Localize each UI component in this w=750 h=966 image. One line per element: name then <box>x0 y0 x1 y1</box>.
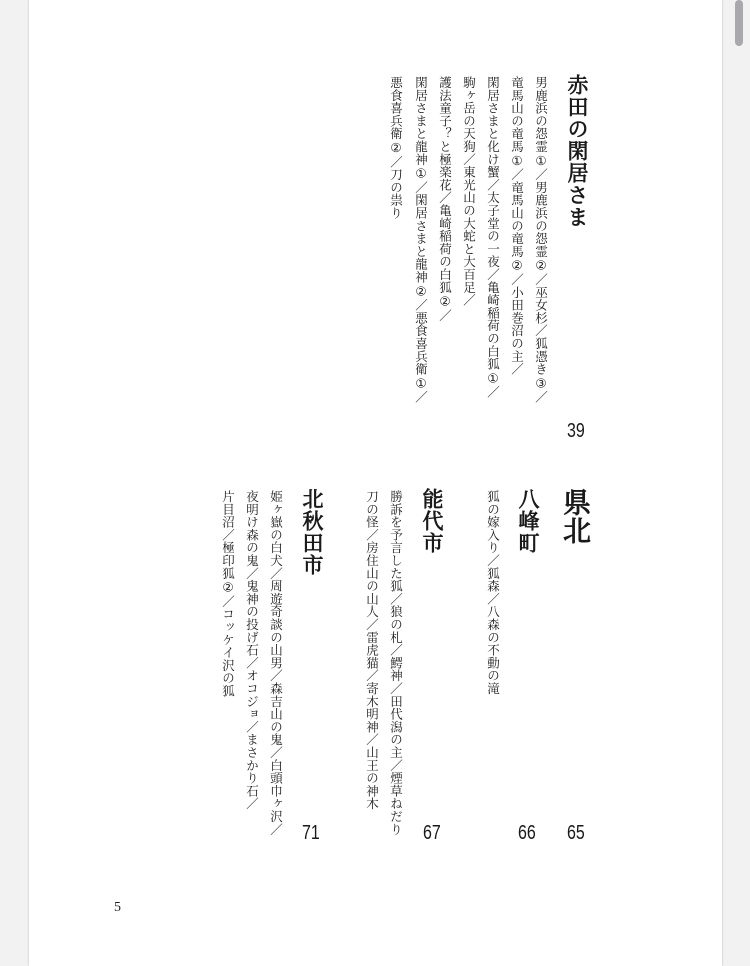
page-number: 5 <box>114 900 121 915</box>
section-title-akata: 赤田の閑居さま <box>565 74 589 228</box>
page-ref-kenpoku: 65 <box>567 822 585 844</box>
document-page <box>29 0 722 966</box>
toc-line: 駒ヶ岳の天狗／東光山の大蛇と大百足／ <box>461 76 477 307</box>
page-ref-akata: 39 <box>567 420 585 442</box>
toc-line: 閑居さまと化け蟹／太子堂の一夜／亀崎稲荷の白狐①／ <box>485 76 501 399</box>
toc-line: 男鹿浜の怨霊①／男鹿浜の怨霊②／巫女杉／狐憑き③／ <box>533 76 549 404</box>
toc-line: 片目沼／極印狐②／コッケイ沢の狐 <box>220 490 236 698</box>
page-ref-noshiro: 67 <box>423 822 441 844</box>
toc-line: 竜馬山の竜馬①／竜馬山の竜馬②／小田巻沼の主／ <box>509 76 525 376</box>
toc-line: 狐の嫁入り／狐森／八森の不動の滝 <box>485 490 501 695</box>
section-title-happo: 八峰町 <box>516 488 540 554</box>
toc-line: 夜明け森の鬼／鬼神の投げ石／オコジョ／まさかり石／ <box>244 490 260 810</box>
scrollbar-thumb[interactable] <box>735 0 743 46</box>
toc-line: 姫ヶ嶽の白犬／周遊奇談の山男／森吉山の鬼／白頭巾ヶ沢／ <box>268 490 284 836</box>
toc-line: 刀の怪／房住山の山人／雷虎猫／寄木明神／山王の神木 <box>364 490 380 810</box>
section-title-kitaakita: 北秋田市 <box>300 488 324 576</box>
page-ref-kitaakita: 71 <box>302 822 320 844</box>
page-ref-happo: 66 <box>518 822 536 844</box>
section-title-noshiro: 能代市 <box>420 488 444 554</box>
toc-line: 悪食喜兵衛②／刀の祟り <box>388 76 404 220</box>
toc-line: 護法童子？と極楽花／亀崎稲荷の白狐②／ <box>437 76 453 322</box>
toc-line: 閑居さまと龍神①／閑居さまと龍神②／悪食喜兵衛①／ <box>413 76 429 404</box>
prefecture-heading: 県北 <box>559 488 592 544</box>
toc-line: 勝訴を予言した狐／狼の札／鰐神／田代潟の主／煙草ねだり <box>388 490 404 836</box>
